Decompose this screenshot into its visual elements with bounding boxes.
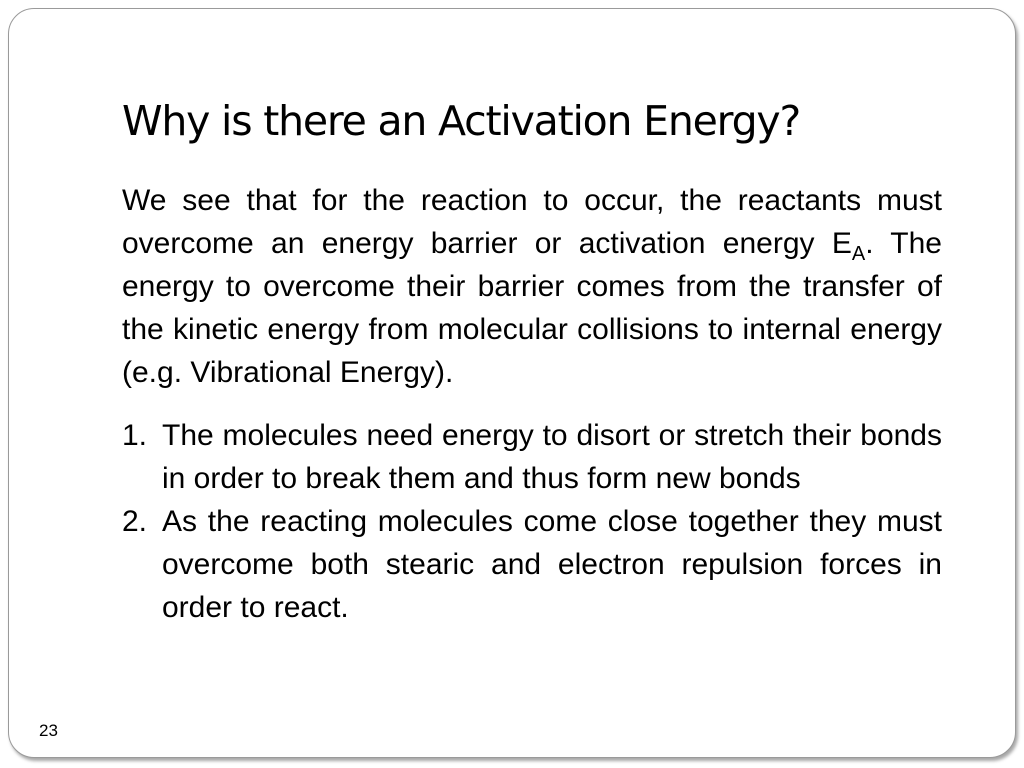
page-number: 23 <box>39 721 58 740</box>
list-item <box>122 500 942 629</box>
paragraph-text-start: We see that for the reaction to occur, the reactants must overcome an energy barrier or activation energy E <box>122 184 942 260</box>
activation-energy-subscript: A <box>851 243 866 265</box>
paragraph-text-end: . The energy to overcome their barrier comes from the transfer of the kinetic energy from molecular collisions to internal energy (e.g. Vibrational Energy). <box>122 227 942 389</box>
slide <box>8 8 1016 758</box>
list-item <box>122 414 942 500</box>
list-item-number: 1. <box>122 419 148 452</box>
numbered-list <box>122 414 942 629</box>
slide-title: Why is there an Activation Energy? <box>122 97 801 145</box>
list-item-text: As the reacting molecules come close together they must overcome both stearic and electron repulsion forces in order to react. <box>162 505 942 624</box>
list-item-number: 2. <box>122 505 148 538</box>
slide-body <box>122 179 942 629</box>
intro-paragraph <box>122 179 942 394</box>
list-item-text: The molecules need energy to disort or stretch their bonds in order to break them and thus form new bonds <box>162 419 942 495</box>
